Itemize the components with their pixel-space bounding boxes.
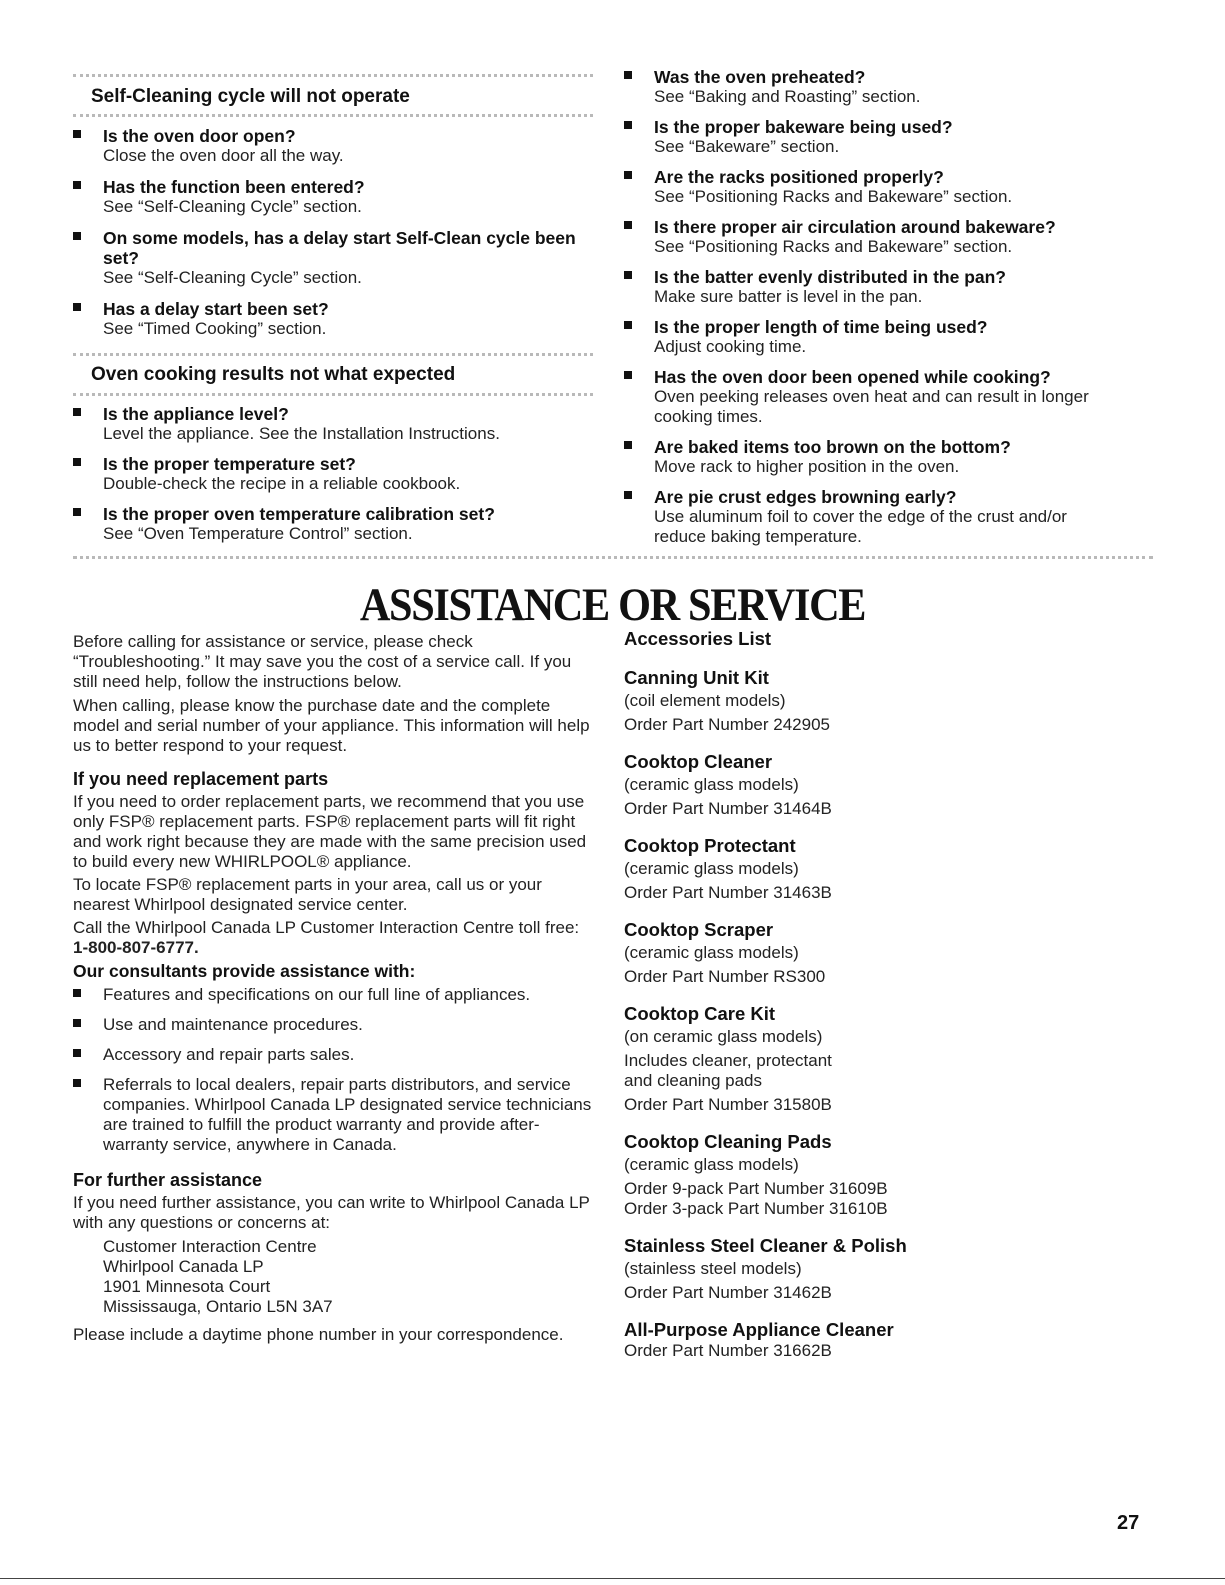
answer: Oven peeking releases oven heat and can result in longer cooking times. <box>654 387 1089 426</box>
bullet-icon <box>624 71 632 79</box>
question: Are baked items too brown on the bottom? <box>654 437 1011 457</box>
accessory-item <box>624 1003 1119 1115</box>
accessory-title: All-Purpose Appliance Cleaner <box>624 1319 894 1340</box>
heading-oven-cooking: Oven cooking results not what expected <box>91 364 456 385</box>
address-line: 1901 Minnesota Court <box>103 1277 271 1296</box>
consultant-item: Use and maintenance procedures. <box>103 1015 363 1034</box>
accessory-title: Cooktop Cleaner <box>624 751 773 772</box>
answer: Adjust cooking time. <box>654 337 807 356</box>
accessory-title: Canning Unit Kit <box>624 667 769 688</box>
answer: Level the appliance. See the Installation Instructions. <box>103 424 500 443</box>
accessory-line: Includes cleaner, protectant and cleaning pads <box>624 1051 832 1090</box>
accessory-line: Order Part Number 31464B <box>624 799 832 818</box>
list-item <box>73 504 598 544</box>
question: Is the proper temperature set? <box>103 454 356 474</box>
consultant-item: Referrals to local dealers, repair parts distributors, and service companies. Whirlpool Canada LP designated service technicians are trained to fulfill the product warranty and provide after-warranty service, anywhere in Canada. <box>103 1075 592 1154</box>
accessory-line: (ceramic glass models) <box>624 943 799 962</box>
question: Was the oven preheated? <box>654 67 866 87</box>
further-paragraph: If you need further assistance, you can write to Whirlpool Canada LP with any questions or concerns at: <box>73 1193 590 1232</box>
accessories-heading: Accessories List <box>624 628 772 649</box>
intro-paragraph: Before calling for assistance or service, please check “Troubleshooting.” It may save you the cost of a service call. If you still need help, follow the instructions below. <box>73 632 572 691</box>
list-item <box>624 367 1119 427</box>
section-rule <box>73 353 593 356</box>
bullet-icon <box>73 181 81 189</box>
bullet-icon <box>73 508 81 516</box>
consultants-heading: Our consultants provide assistance with: <box>73 961 416 981</box>
answer: Move rack to higher position in the oven. <box>654 457 960 476</box>
oven-cooking-list <box>73 404 598 544</box>
bullet-icon <box>73 1019 81 1027</box>
page-title: ASSISTANCE OR SERVICE <box>359 579 866 631</box>
list-item <box>73 299 598 339</box>
heading-self-cleaning: Self-Cleaning cycle will not operate <box>91 86 410 107</box>
bullet-icon <box>73 232 81 240</box>
phone-number: 1-800-807-6777. <box>73 938 199 957</box>
accessory-title: Cooktop Protectant <box>624 835 796 856</box>
bullet-icon <box>624 321 632 329</box>
section-rule <box>73 393 593 396</box>
further-heading: For further assistance <box>73 1170 263 1190</box>
answer: See “Baking and Roasting” section. <box>654 87 921 106</box>
accessory-line: (on ceramic glass models) <box>624 1027 823 1046</box>
accessory-line: Order Part Number 242905 <box>624 715 830 734</box>
list-item <box>73 1075 598 1155</box>
question: Has a delay start been set? <box>103 299 329 319</box>
list-item <box>73 1045 598 1065</box>
answer: Make sure batter is level in the pan. <box>654 287 923 306</box>
accessory-item <box>624 1235 1119 1303</box>
bullet-icon <box>624 171 632 179</box>
assistance-column <box>73 632 598 1345</box>
consultant-item: Features and specifications on our full line of appliances. <box>103 985 531 1004</box>
address-line: Mississauga, Ontario L5N 3A7 <box>103 1297 333 1316</box>
list-item <box>624 267 1119 307</box>
replacement-paragraph: If you need to order replacement parts, we recommend that you use only FSP® replacement parts. FSP® replacement parts will fit right and work right because they are made with the same precision used to build every new WHIRLPOOL® appliance. <box>73 792 587 871</box>
accessory-item <box>624 919 1119 987</box>
address-block <box>73 1237 598 1317</box>
right-troubleshooting-list <box>624 67 1119 547</box>
list-item <box>73 177 598 217</box>
self-cleaning-list <box>73 126 598 339</box>
bullet-icon <box>73 303 81 311</box>
bullet-icon <box>73 1049 81 1057</box>
accessory-item <box>624 1131 1119 1219</box>
answer: See “Positioning Racks and Bakeware” section. <box>654 237 1013 256</box>
call-paragraph <box>73 918 598 958</box>
list-item <box>73 126 598 166</box>
accessory-line: Order 9-pack Part Number 31609B Order 3-pack Part Number 31610B <box>624 1179 888 1218</box>
accessory-title: Stainless Steel Cleaner & Polish <box>624 1235 907 1256</box>
answer: See “Positioning Racks and Bakeware” section. <box>654 187 1013 206</box>
answer: See “Self-Cleaning Cycle” section. <box>103 197 362 216</box>
list-item <box>73 1015 598 1035</box>
accessory-title: Cooktop Scraper <box>624 919 774 940</box>
accessory-title: Cooktop Care Kit <box>624 1003 776 1024</box>
answer: See “Self-Cleaning Cycle” section. <box>103 268 362 287</box>
list-item <box>73 454 598 494</box>
question: Are the racks positioned properly? <box>654 167 944 187</box>
list-item <box>624 437 1119 477</box>
list-item <box>624 167 1119 207</box>
bullet-icon <box>73 1079 81 1087</box>
question: Has the oven door been opened while cooking? <box>654 367 1051 387</box>
question: Is the batter evenly distributed in the pan? <box>654 267 1006 287</box>
closing-paragraph: Please include a daytime phone number in your correspondence. <box>73 1325 564 1344</box>
section-rule-top <box>73 74 593 77</box>
bullet-icon <box>73 130 81 138</box>
address-line: Customer Interaction Centre <box>103 1237 317 1256</box>
accessory-line: Order Part Number 31580B <box>624 1095 832 1114</box>
accessory-line: (coil element models) <box>624 691 786 710</box>
answer: Double-check the recipe in a reliable cookbook. <box>103 474 461 493</box>
replacement-paragraph: To locate FSP® replacement parts in your area, call us or your nearest Whirlpool designated service center. <box>73 875 542 914</box>
answer: Use aluminum foil to cover the edge of the crust and/or reduce baking temperature. <box>654 507 1067 546</box>
accessory-line: (stainless steel models) <box>624 1259 802 1278</box>
bullet-icon <box>624 371 632 379</box>
list-item <box>73 404 598 444</box>
accessories-column <box>624 628 1119 1361</box>
question: Has the function been entered? <box>103 177 365 197</box>
list-item <box>624 117 1119 157</box>
list-item <box>624 217 1119 257</box>
replacement-heading: If you need replacement parts <box>73 769 329 789</box>
bullet-icon <box>624 491 632 499</box>
list-item <box>624 67 1119 107</box>
list-item <box>624 487 1119 547</box>
bullet-icon <box>624 221 632 229</box>
bullet-icon <box>73 989 81 997</box>
list-item <box>624 317 1119 357</box>
bullet-icon <box>624 441 632 449</box>
list-item <box>73 228 598 288</box>
call-text: Call the Whirlpool Canada LP Customer Interaction Centre toll free: <box>73 918 580 937</box>
question: On some models, has a delay start Self-Clean cycle been set? <box>103 228 576 268</box>
accessory-line: Order Part Number 31463B <box>624 883 832 902</box>
question: Is the appliance level? <box>103 404 289 424</box>
bullet-icon <box>624 271 632 279</box>
accessory-item <box>624 751 1119 819</box>
question: Is the oven door open? <box>103 126 296 146</box>
consultant-item: Accessory and repair parts sales. <box>103 1045 355 1064</box>
bullet-icon <box>624 121 632 129</box>
answer: See “Timed Cooking” section. <box>103 319 327 338</box>
answer: See “Oven Temperature Control” section. <box>103 524 413 543</box>
question: Is there proper air circulation around bakeware? <box>654 217 1056 237</box>
bullet-icon <box>73 408 81 416</box>
accessory-item <box>624 667 1119 735</box>
accessory-line: (ceramic glass models) <box>624 775 799 794</box>
accessory-line: Order Part Number RS300 <box>624 967 826 986</box>
question: Is the proper oven temperature calibration set? <box>103 504 495 524</box>
list-item <box>73 985 598 1005</box>
question: Is the proper bakeware being used? <box>654 117 953 137</box>
intro-paragraph: When calling, please know the purchase date and the complete model and serial number of your appliance. This information will help us to better respond to your request. <box>73 696 590 755</box>
page-number: 27 <box>1117 1512 1140 1534</box>
question: Are pie crust edges browning early? <box>654 487 957 507</box>
accessory-line: (ceramic glass models) <box>624 1155 799 1174</box>
accessory-item <box>624 1319 1119 1361</box>
accessory-line: Order Part Number 31662B <box>624 1341 832 1360</box>
full-width-rule <box>73 556 1153 559</box>
answer: Close the oven door all the way. <box>103 146 344 165</box>
bullet-icon <box>73 458 81 466</box>
accessory-line: Order Part Number 31462B <box>624 1283 832 1302</box>
section-rule <box>73 114 593 117</box>
accessory-item <box>624 835 1119 903</box>
question: Is the proper length of time being used? <box>654 317 988 337</box>
answer: See “Bakeware” section. <box>654 137 840 156</box>
page-bottom-rule <box>0 1578 1225 1579</box>
address-line: Whirlpool Canada LP <box>103 1257 264 1276</box>
accessory-title: Cooktop Cleaning Pads <box>624 1131 832 1152</box>
accessory-line: (ceramic glass models) <box>624 859 799 878</box>
